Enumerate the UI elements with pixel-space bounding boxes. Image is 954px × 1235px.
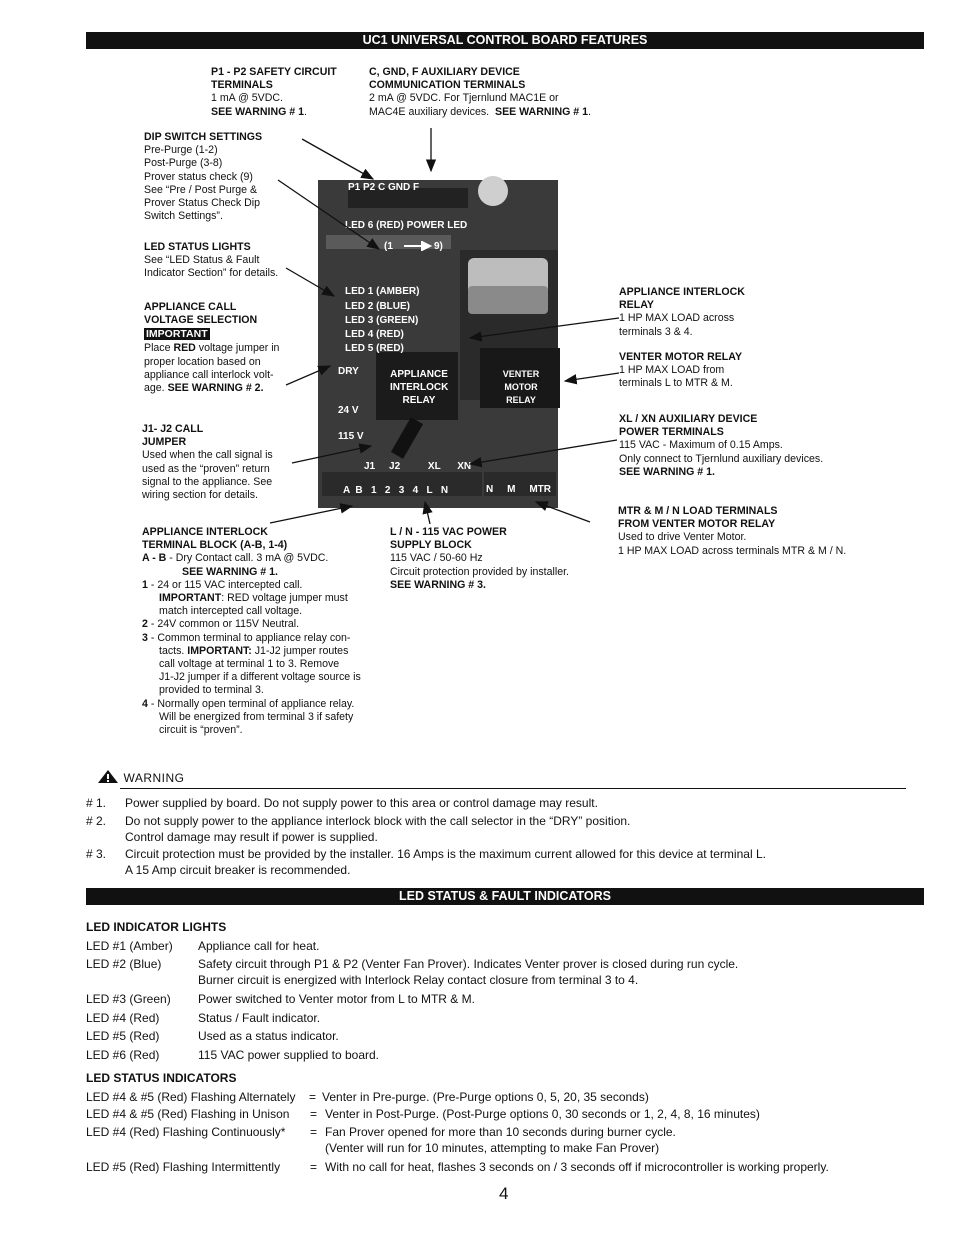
warning-item: # 3. [86,847,107,861]
label-dip-switch: DIP SWITCH SETTINGS Pre-Purge (1-2) Post-Purge (3-8) Prover status check (9) See “Pre / Post Purge & Prover Status Check Dip Switch Settings”. [144,131,263,223]
led-status-eq: = [310,1125,318,1139]
board-relay1-label: APPLIANCE INTERLOCK RELAY [390,369,449,406]
board-led6-label: LED 6 (RED) POWER LED [345,220,468,231]
page-number: 4 [499,1184,509,1203]
label-p1p2-title: P1 - P2 SAFETY CIRCUIT TERMINALS [211,66,337,92]
led-status-value: Venter in Pre-purge. (Pre-Purge options 0, 5, 20, 35 seconds) [322,1090,649,1104]
led-status-value: Fan Prover opened for more than 10 seconds during burner cycle. (Venter will run for 10 minutes, attempting to make Fan Prover) [325,1125,676,1155]
warning-triangle-icon [97,769,119,784]
board-115v-label: 115 V [338,431,364,442]
section-header-features: UC1 UNIVERSAL CONTROL BOARD FEATURES [86,32,924,49]
warning-item-text: Do not supply power to the appliance interlock block with the call selector in the “DRY” position. Control damage may result if power is supplied. [125,814,631,844]
led-light-value: Power switched to Venter motor from L to MTR & M. [198,992,475,1006]
warning-title: WARNING [123,771,185,785]
arrow-j1j2 [292,446,371,463]
board-motor-terminals-label: N M MTR [486,484,551,495]
arrow-power-supply [425,502,430,524]
board-relay2-label: VENTER MOTOR RELAY [502,369,540,405]
led-status-eq: = [310,1160,318,1174]
led-light-value: 115 VAC power supplied to board. [198,1048,380,1062]
arrow-mtr [536,502,590,522]
label-p1p2: P1 - P2 SAFETY CIRCUIT TERMINALS 1 mA @ 5VDC. SEE WARNING # 1. [211,66,337,118]
led-light-key: LED #6 (Red) [86,1048,160,1062]
label-led-status: LED STATUS LIGHTS See “LED Status & Fault Indicator Section” for details. [144,241,279,280]
arrow-venter-relay [565,373,619,381]
board-24v-label: 24 V [338,405,359,416]
label-appliance-interlock-block: APPLIANCE INTERLOCK TERMINAL BLOCK (A-B, 1-4) A - B - Dry Contact call. 3 mA @ 5VDC. SEE WARNING # 1. 1 - 24 or 115 VAC intercepted call. IMPORTANT: RED voltage jumper must match intercepted call voltage. 2 - 24V common or 115V Neutral. 3 - Common terminal to appliance relay con- tacts. IMPORTANT: J1-J2 jumper routes call voltage at terminal 1 to 3. Remove J1-J2 jumper if a different voltage source is provided to terminal 3. 4 - Normally open terminal of appliance relay. Will be energized from terminal 3 if safety circuit is “proven”. [142,526,361,737]
label-j1j2: J1- J2 CALL JUMPER Used when the call signal is used as the “proven” return signal to the appliance. See wiring section for details. [142,423,273,502]
warning-item: # 2. [86,814,107,828]
arrow-led-status [286,268,334,296]
warning-item: # 1. [86,796,107,810]
label-venter-motor-relay: VENTER MOTOR RELAY 1 HP MAX LOAD from terminals L to MTR & M. [619,351,743,390]
board-led4-label: LED 4 (RED) [345,329,404,340]
led-light-key: LED #5 (Red) [86,1029,160,1043]
arrow-interlock-block [270,506,352,523]
led-status-key: LED #4 & #5 (Red) Flashing Alternately [86,1090,296,1104]
board-top-terminals-label: P1 P2 C GND F [348,182,420,193]
board-bottom-terminals-label: A B 1 2 3 4 L N [343,485,449,496]
board-dip-range-end: 9) [434,241,443,252]
led-status-value: Venter in Post-Purge. (Post-Purge options 0, 30 seconds or 1, 2, 4, 8, 16 minutes) [325,1107,760,1121]
led-status-heading: LED STATUS INDICATORS [86,1071,237,1085]
warning-item-text: Power supplied by board. Do not supply power to this area or control damage may result. [125,796,598,810]
board-led5-label: LED 5 (RED) [345,343,404,354]
label-appliance-interlock-relay: APPLIANCE INTERLOCK RELAY 1 HP MAX LOAD across terminals 3 & 4. [619,286,745,338]
board-led3-label: LED 3 (GREEN) [345,315,419,326]
led-light-value: Used as a status indicator. [198,1029,339,1043]
arrow-xlxn [470,440,617,464]
warning-heading [97,769,185,783]
led-light-key: LED #1 (Amber) [86,939,173,953]
led-light-value: Appliance call for heat. [198,939,320,953]
arrow-call-voltage [286,366,330,385]
led-status-key: LED #4 & #5 (Red) Flashing in Unison [86,1107,290,1121]
led-status-key: LED #5 (Red) Flashing Intermittently [86,1160,281,1174]
led-lights-heading: LED INDICATOR LIGHTS [86,920,227,934]
led-light-key: LED #2 (Blue) [86,957,162,971]
led-light-key: LED #3 (Green) [86,992,171,1006]
led-light-key: LED #4 (Red) [86,1011,160,1025]
board-dip-range-start: (1 [384,241,393,252]
board-dry-label: DRY [338,366,359,377]
led-status-eq: = [309,1090,317,1104]
label-xlxn: XL / XN AUXILIARY DEVICE POWER TERMINALS 115 VAC - Maximum of 0.15 Amps. Only connect to Tjernlund auxiliary devices. SEE WARNING # 1. [619,413,824,478]
arrow-dip-switch [278,180,379,249]
arrow-appliance-relay [470,318,619,338]
led-status-eq: = [310,1107,318,1121]
important-badge: IMPORTANT [146,328,208,341]
arrow-p1p2 [302,139,373,179]
label-cgnd: C, GND, F AUXILIARY DEVICE COMMUNICATION TERMINALS 2 mA @ 5VDC. For Tjernlund MAC1E or MAC4E auxiliary devices. SEE WARNING # 1. [369,66,591,118]
label-power-supply: L / N - 115 VAC POWER SUPPLY BLOCK 115 VAC / 50-60 Hz Circuit protection provided by installer. SEE WARNING # 3. [390,526,570,591]
led-status-value: With no call for heat, flashes 3 seconds on / 3 seconds off if microcontroller is working properly. [325,1160,829,1174]
led-status-key: LED #4 (Red) Flashing Continuously* [86,1125,286,1139]
section-header-led: LED STATUS & FAULT INDICATORS [86,888,924,905]
label-appliance-call: APPLIANCE CALL VOLTAGE SELECTION IMPORTANT Place RED voltage jumper in proper location based on appliance call interlock volt- age. SEE WARNING # 2. [144,301,280,395]
warning-item-text: Circuit protection must be provided by the installer. 16 Amps is the maximum current allowed for this device at terminal L. A 15 Amp circuit breaker is recommended. [125,847,766,877]
led-light-value: Safety circuit through P1 & P2 (Venter Fan Prover). Indicates Venter prover is closed during run cycle. Burner circuit is energized with Interlock Relay contact closure from terminal 3 to 4. [198,957,739,987]
warning-rule [120,788,906,789]
label-mtr: MTR & M / N LOAD TERMINALS FROM VENTER MOTOR RELAY Used to drive Venter Motor. 1 HP MAX LOAD across terminals MTR & M / N. [618,505,847,557]
board-led1-label: LED 1 (AMBER) [345,286,420,297]
led-light-value: Status / Fault indicator. [198,1011,321,1025]
board-led2-label: LED 2 (BLUE) [345,301,410,312]
board-jumper-xl-xn-label: J1 J2 XL XN [364,461,472,472]
